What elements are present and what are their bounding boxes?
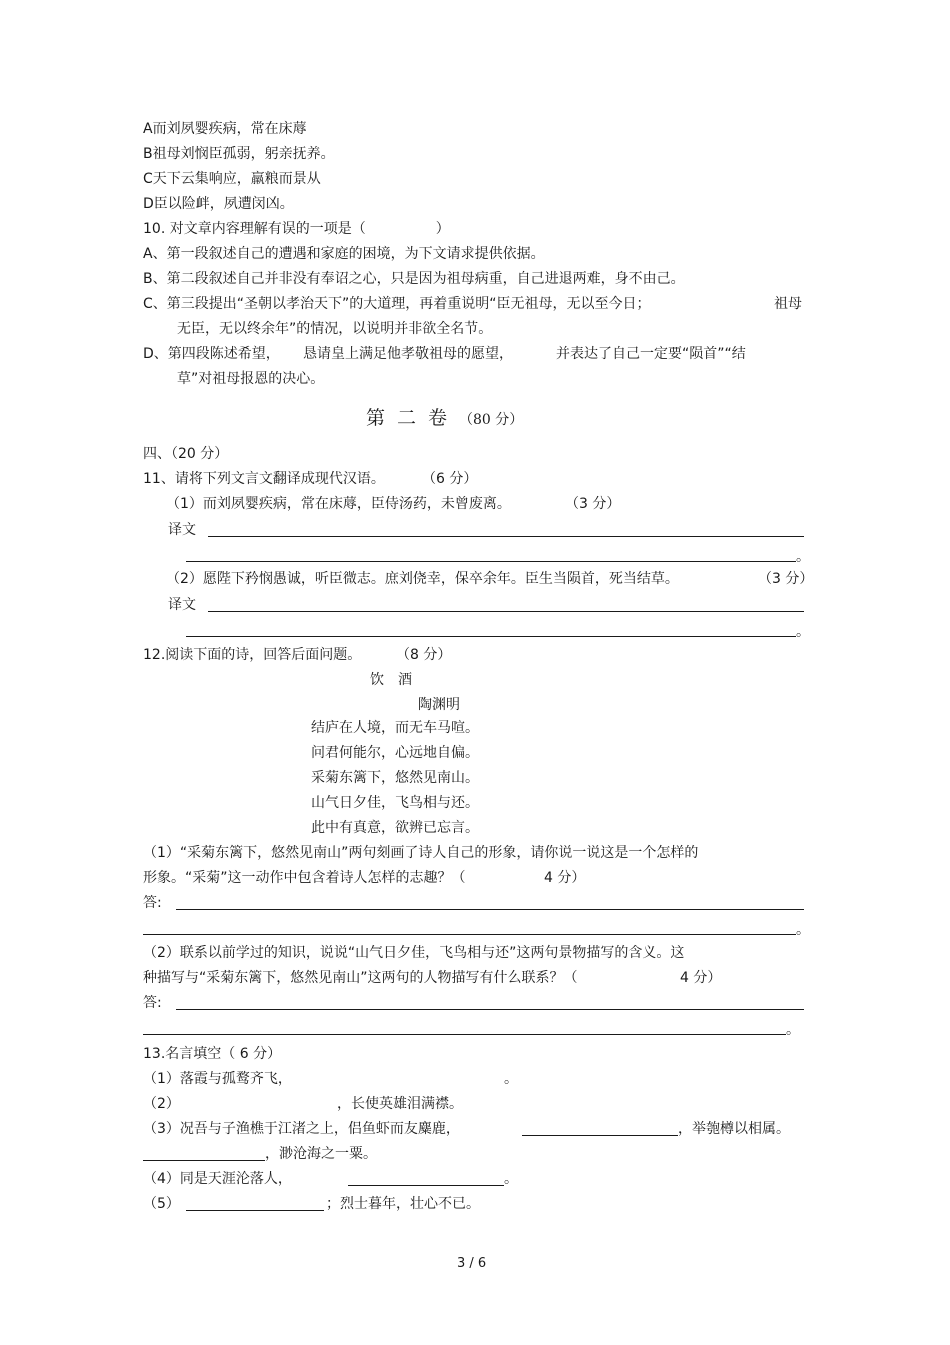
q11-item2-answer-line-1[interactable] bbox=[208, 611, 804, 612]
q12-sub2-answer-line-2[interactable] bbox=[143, 1034, 786, 1035]
q13-item2: （2） bbox=[143, 1096, 180, 1112]
poem-line: 采菊东篱下，悠然见南山。 bbox=[311, 770, 479, 786]
q13-item4: （4）同是天涯沦落人， bbox=[143, 1171, 292, 1187]
part2-title-text: 第二卷 bbox=[366, 407, 460, 429]
q13-item2-end: ，长使英雄泪满襟。 bbox=[337, 1096, 463, 1112]
q10-stem-text: 10. 对文章内容理解有误的一项是（ bbox=[143, 221, 366, 237]
q13-item3: （3）况吾与子渔樵于江渚之上，侣鱼虾而友麋鹿， bbox=[143, 1121, 460, 1137]
page-number: 3 / 6 bbox=[457, 1256, 487, 1271]
q11-item1-answer-line-2[interactable] bbox=[186, 561, 796, 562]
q13-item3-mid: ，举匏樽以相属。 bbox=[678, 1121, 790, 1137]
q12-sub2-line1: （2）联系以前学过的知识，说说“山气日夕佳，飞鸟相与还”这两句景物描写的含义。这 bbox=[143, 945, 685, 961]
q12-sub1-line2: 形象。“采菊”这一动作中包含着诗人怎样的志趣？（ bbox=[143, 870, 466, 886]
q13-item5-blank[interactable] bbox=[186, 1210, 324, 1211]
q11-item1-score: （3 分） bbox=[565, 496, 621, 512]
poem-line: 问君何能尔，心远地自偏。 bbox=[311, 745, 479, 761]
poem-author: 陶渊明 bbox=[418, 697, 460, 713]
q12-sub1-score: 4 分） bbox=[544, 870, 586, 886]
q11-item1-answer-line-1[interactable] bbox=[208, 536, 804, 537]
q11-item2-score: （3 分） bbox=[758, 571, 814, 587]
q13-item3-end: ，渺沧海之一粟。 bbox=[265, 1146, 377, 1162]
q12-sub1-answer-label: 答: bbox=[143, 895, 162, 911]
q13-item4-blank[interactable] bbox=[348, 1185, 504, 1186]
q10-option-d-line2: 草”对祖母报恩的决心。 bbox=[177, 371, 325, 387]
q11-item1: （1）而刘夙婴疾病，常在床蓐，臣侍汤药，未曾废离。 bbox=[166, 496, 511, 512]
q12-sub1-answer-line-1[interactable] bbox=[176, 909, 804, 910]
q13-item1: （1）落霞与孤鹜齐飞， bbox=[143, 1071, 292, 1087]
q9-option-a: A而刘夙婴疾病，常在床蓐 bbox=[143, 121, 307, 137]
q10-option-c-line1-tail: 祖母 bbox=[774, 296, 802, 312]
poem-line: 此中有真意，欲辨已忘言。 bbox=[311, 820, 479, 836]
q11-stem: 11、请将下列文言文翻译成现代汉语。 bbox=[143, 471, 385, 487]
q11-item2-period: 。 bbox=[796, 624, 810, 640]
q10-option-d-line1b: 恳请皇上满足他孝敬祖母的愿望， bbox=[303, 346, 513, 362]
q10-option-c-line2: 无臣，无以终余年”的情况，以说明并非欲全名节。 bbox=[177, 321, 493, 337]
q12-sub2-line2: 种描写与“采菊东篱下，悠然见南山”这两句的人物描写有什么联系？（ bbox=[143, 970, 578, 986]
q13-item4-end: 。 bbox=[504, 1171, 518, 1187]
q12-score: （8 分） bbox=[396, 647, 452, 663]
q12-sub2-score: 4 分） bbox=[680, 970, 722, 986]
q10-stem-close: ） bbox=[435, 221, 450, 237]
poem-title: 饮 酒 bbox=[370, 672, 412, 688]
section4-heading: 四、（20 分） bbox=[143, 446, 229, 462]
q13-item5: （5） bbox=[143, 1196, 180, 1212]
q11-item2: （2）愿陛下矜悯愚诚，听臣微志。庶刘侥幸，保卒余年。臣生当陨首，死当结草。 bbox=[166, 571, 679, 587]
q12-sub1-line1: （1）“采菊东篱下，悠然见南山”两句刻画了诗人自己的形象，请你说一说这是一个怎样的 bbox=[143, 845, 699, 861]
q10-option-b: B、第二段叙述自己并非没有奉诏之心，只是因为祖母病重，自己进退两难，身不由己。 bbox=[143, 271, 685, 287]
q12-sub2-answer-line-1[interactable] bbox=[176, 1009, 804, 1010]
q9-option-b: B祖母刘悯臣孤弱，躬亲抚养。 bbox=[143, 146, 335, 162]
poem-line: 山气日夕佳，飞鸟相与还。 bbox=[311, 795, 479, 811]
q12-stem: 12.阅读下面的诗，回答后面问题。 bbox=[143, 647, 362, 663]
q10-option-d-line1a: D、第四段陈述希望， bbox=[143, 346, 280, 362]
q12-sub1-period: 。 bbox=[796, 922, 810, 938]
q12-sub2-period: 。 bbox=[786, 1022, 800, 1038]
q12-sub2-answer-label: 答: bbox=[143, 995, 162, 1011]
poem-line: 结庐在人境，而无车马喧。 bbox=[311, 720, 479, 736]
q10-option-a: A、第一段叙述自己的遭遇和家庭的困境，为下文请求提供依据。 bbox=[143, 246, 545, 262]
q11-item1-translation-label: 译文 bbox=[168, 522, 196, 538]
part2-score: （80 分） bbox=[459, 412, 524, 428]
q13-item3-blank-2[interactable] bbox=[143, 1160, 265, 1161]
q11-item2-translation-label: 译文 bbox=[168, 597, 196, 613]
q13-stem: 13.名言填空（ 6 分） bbox=[143, 1046, 282, 1062]
q9-option-c: C天下云集响应，羸粮而景从 bbox=[143, 171, 321, 187]
q12-sub1-answer-line-2[interactable] bbox=[143, 934, 796, 935]
q11-item1-period: 。 bbox=[796, 549, 810, 565]
q13-item5-end: ；烈士暮年，壮心不已。 bbox=[326, 1196, 480, 1212]
part2-title bbox=[366, 406, 523, 432]
q10-option-c-line1: C、第三段提出“圣朝以孝治天下”的大道理，再着重说明“臣无祖母，无以至今日； bbox=[143, 296, 651, 312]
q9-option-d: D臣以险衅，夙遭闵凶。 bbox=[143, 196, 294, 212]
q13-item1-end: 。 bbox=[504, 1071, 518, 1087]
q10-option-d-line1c: 并表达了自己一定要“陨首”“结 bbox=[556, 346, 746, 362]
q11-score: （6 分） bbox=[422, 471, 478, 487]
q10-stem bbox=[143, 220, 450, 238]
q13-item3-blank-1[interactable] bbox=[522, 1135, 678, 1136]
q11-item2-answer-line-2[interactable] bbox=[186, 636, 796, 637]
